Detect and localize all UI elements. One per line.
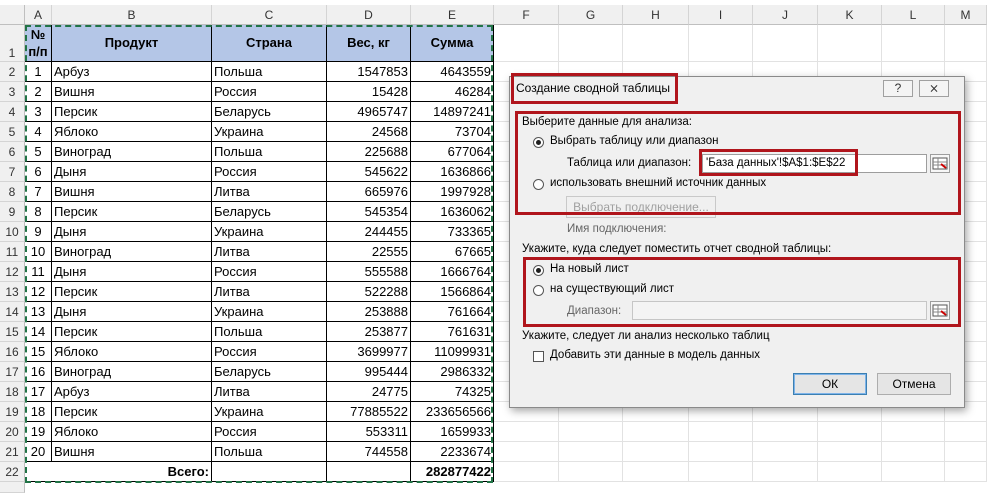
weight-cell[interactable]: 22555 bbox=[327, 242, 411, 262]
row-header[interactable]: 18 bbox=[0, 382, 25, 402]
row-number-cell[interactable]: 14 bbox=[25, 322, 52, 342]
empty-cell[interactable] bbox=[753, 422, 818, 442]
empty-cell[interactable] bbox=[689, 442, 753, 462]
cancel-button[interactable]: Отмена bbox=[877, 373, 951, 395]
sum-cell[interactable]: 677064 bbox=[411, 142, 494, 162]
sum-cell[interactable]: 1636866 bbox=[411, 162, 494, 182]
location-input[interactable] bbox=[632, 301, 927, 320]
sum-cell[interactable]: 1636062 bbox=[411, 202, 494, 222]
row-header[interactable]: 10 bbox=[0, 222, 25, 242]
row-number-cell[interactable]: 16 bbox=[25, 362, 52, 382]
product-cell[interactable]: Яблоко bbox=[52, 342, 212, 362]
country-cell[interactable]: Россия bbox=[212, 422, 327, 442]
country-cell[interactable]: Россия bbox=[212, 342, 327, 362]
existing-sheet-label[interactable]: на существующий лист bbox=[550, 283, 675, 295]
add-to-data-model-checkbox[interactable] bbox=[533, 351, 544, 362]
column-header[interactable]: H bbox=[623, 5, 689, 25]
total-label-cell[interactable]: Всего: bbox=[25, 462, 212, 482]
row-header[interactable]: 2 bbox=[0, 62, 25, 82]
product-cell[interactable]: Персик bbox=[52, 282, 212, 302]
total-weight-cell[interactable] bbox=[327, 462, 411, 482]
new-sheet-radio[interactable] bbox=[533, 265, 544, 276]
row-number-cell[interactable]: 13 bbox=[25, 302, 52, 322]
header-weight-cell[interactable]: Вес, кг bbox=[327, 25, 411, 62]
column-header[interactable]: E bbox=[411, 5, 494, 25]
location-collapse-button[interactable] bbox=[930, 301, 950, 320]
weight-cell[interactable]: 253888 bbox=[327, 302, 411, 322]
header-country-cell[interactable]: Страна bbox=[212, 25, 327, 62]
empty-cell[interactable] bbox=[494, 462, 559, 482]
sum-cell[interactable]: 733365 bbox=[411, 222, 494, 242]
range-picker-icon bbox=[931, 155, 949, 172]
empty-cell[interactable] bbox=[945, 442, 987, 462]
row-header[interactable]: 7 bbox=[0, 162, 25, 182]
sum-cell[interactable]: 4643559 bbox=[411, 62, 494, 82]
country-cell[interactable]: Литва bbox=[212, 242, 327, 262]
empty-cell[interactable] bbox=[882, 442, 945, 462]
country-cell[interactable]: Россия bbox=[212, 162, 327, 182]
column-header[interactable]: G bbox=[559, 5, 623, 25]
country-cell[interactable]: Беларусь bbox=[212, 102, 327, 122]
product-cell[interactable]: Дыня bbox=[52, 302, 212, 322]
product-cell[interactable]: Персик bbox=[52, 402, 212, 422]
range-collapse-button[interactable] bbox=[930, 154, 950, 173]
sum-cell[interactable]: 1997928 bbox=[411, 182, 494, 202]
row-number-cell[interactable]: 12 bbox=[25, 282, 52, 302]
country-cell[interactable]: Украина bbox=[212, 402, 327, 422]
country-cell[interactable]: Польша bbox=[212, 442, 327, 462]
row-header[interactable]: 8 bbox=[0, 182, 25, 202]
row-header[interactable]: 14 bbox=[0, 302, 25, 322]
empty-cell[interactable] bbox=[818, 422, 882, 442]
country-cell[interactable]: Беларусь bbox=[212, 362, 327, 382]
empty-cell[interactable] bbox=[882, 25, 945, 62]
weight-cell[interactable]: 24568 bbox=[327, 122, 411, 142]
row-header[interactable]: 1 bbox=[0, 25, 25, 62]
sum-cell[interactable]: 46284 bbox=[411, 82, 494, 102]
column-header[interactable]: K bbox=[818, 5, 882, 25]
connection-name-label: Имя подключения: bbox=[567, 223, 667, 235]
select-all-corner[interactable] bbox=[0, 5, 25, 25]
empty-cell[interactable] bbox=[623, 462, 689, 482]
add-to-data-model-label[interactable]: Добавить эти данные в модель данных bbox=[550, 349, 760, 361]
row-header[interactable]: 5 bbox=[0, 122, 25, 142]
row-number-cell[interactable]: 6 bbox=[25, 162, 52, 182]
country-cell[interactable]: Литва bbox=[212, 382, 327, 402]
row-number-cell[interactable]: 15 bbox=[25, 342, 52, 362]
product-cell[interactable]: Яблоко bbox=[52, 422, 212, 442]
row-header[interactable]: 15 bbox=[0, 322, 25, 342]
section-select-data-label: Выберите данные для анализа: bbox=[522, 116, 692, 128]
product-cell[interactable]: Арбуз bbox=[52, 62, 212, 82]
weight-cell[interactable]: 553311 bbox=[327, 422, 411, 442]
empty-cell[interactable] bbox=[818, 25, 882, 62]
empty-cell[interactable] bbox=[689, 462, 753, 482]
sum-cell[interactable]: 14897241 bbox=[411, 102, 494, 122]
sum-cell[interactable]: 67665 bbox=[411, 242, 494, 262]
product-cell[interactable]: Дыня bbox=[52, 162, 212, 182]
column-header[interactable]: A bbox=[25, 5, 52, 25]
country-cell[interactable]: Украина bbox=[212, 222, 327, 242]
sum-cell[interactable]: 1666764 bbox=[411, 262, 494, 282]
weight-cell[interactable]: 244455 bbox=[327, 222, 411, 242]
empty-cell[interactable] bbox=[945, 422, 987, 442]
row-number-cell[interactable]: 18 bbox=[25, 402, 52, 422]
product-cell[interactable]: Виноград bbox=[52, 362, 212, 382]
weight-cell[interactable]: 4965747 bbox=[327, 102, 411, 122]
product-cell[interactable]: Персик bbox=[52, 322, 212, 342]
sum-cell[interactable]: 761631 bbox=[411, 322, 494, 342]
empty-cell[interactable] bbox=[945, 25, 987, 62]
range-input[interactable]: 'База данных'!$A$1:$E$22 bbox=[702, 154, 927, 173]
row-header[interactable]: 21 bbox=[0, 442, 25, 462]
product-cell[interactable]: Дыня bbox=[52, 262, 212, 282]
column-header[interactable]: C bbox=[212, 5, 327, 25]
row-header[interactable] bbox=[0, 482, 25, 493]
empty-cell[interactable] bbox=[559, 442, 623, 462]
external-source-label[interactable]: использовать внешний источник данных bbox=[550, 177, 767, 189]
create-pivot-table-dialog bbox=[509, 76, 965, 408]
weight-cell[interactable]: 77885522 bbox=[327, 402, 411, 422]
row-number-cell[interactable]: 4 bbox=[25, 122, 52, 142]
empty-cell[interactable] bbox=[559, 462, 623, 482]
weight-cell[interactable]: 545354 bbox=[327, 202, 411, 222]
product-cell[interactable]: Арбуз bbox=[52, 382, 212, 402]
empty-cell[interactable] bbox=[623, 422, 689, 442]
sum-cell[interactable]: 2986332 bbox=[411, 362, 494, 382]
product-cell[interactable]: Персик bbox=[52, 102, 212, 122]
row-number-cell[interactable]: 20 bbox=[25, 442, 52, 462]
select-range-label[interactable]: Выбрать таблицу или диапазон bbox=[550, 135, 719, 147]
sum-cell[interactable]: 1566864 bbox=[411, 282, 494, 302]
product-cell[interactable]: Виноград bbox=[52, 242, 212, 262]
sum-cell[interactable]: 73704 bbox=[411, 122, 494, 142]
weight-cell[interactable]: 995444 bbox=[327, 362, 411, 382]
help-button[interactable]: ? bbox=[883, 80, 913, 97]
new-sheet-label[interactable]: На новый лист bbox=[550, 263, 629, 275]
empty-cell[interactable] bbox=[753, 25, 818, 62]
row-header[interactable]: 12 bbox=[0, 262, 25, 282]
row-header[interactable]: 6 bbox=[0, 142, 25, 162]
header-num-cell[interactable] bbox=[25, 25, 52, 62]
row-number-cell[interactable]: 11 bbox=[25, 262, 52, 282]
empty-cell[interactable] bbox=[623, 25, 689, 62]
country-cell[interactable]: Беларусь bbox=[212, 202, 327, 222]
weight-cell[interactable]: 665976 bbox=[327, 182, 411, 202]
empty-cell[interactable] bbox=[818, 462, 882, 482]
weight-cell[interactable]: 225688 bbox=[327, 142, 411, 162]
row-number-cell[interactable]: 17 bbox=[25, 382, 52, 402]
weight-cell[interactable]: 3699977 bbox=[327, 342, 411, 362]
sum-cell[interactable]: 2233674 bbox=[411, 442, 494, 462]
empty-cell[interactable] bbox=[882, 422, 945, 442]
range-field-label: Таблица или диапазон: bbox=[567, 157, 692, 169]
section-multiple-tables-label: Укажите, следует ли анализ несколько таблиц bbox=[522, 330, 770, 342]
weight-cell[interactable]: 555588 bbox=[327, 262, 411, 282]
country-cell[interactable]: Украина bbox=[212, 122, 327, 142]
empty-cell[interactable] bbox=[818, 442, 882, 462]
header-num-line2: п/п bbox=[28, 44, 48, 59]
row-header[interactable]: 19 bbox=[0, 402, 25, 422]
choose-connection-button[interactable]: Выбрать подключение... bbox=[566, 196, 716, 218]
empty-cell[interactable] bbox=[559, 422, 623, 442]
row-header[interactable]: 13 bbox=[0, 282, 25, 302]
row-number-cell[interactable]: 19 bbox=[25, 422, 52, 442]
empty-cell[interactable] bbox=[494, 442, 559, 462]
empty-cell[interactable] bbox=[753, 442, 818, 462]
sum-cell[interactable]: 233656566 bbox=[411, 402, 494, 422]
empty-cell[interactable] bbox=[689, 25, 753, 62]
select-range-radio[interactable] bbox=[533, 137, 544, 148]
header-product-cell[interactable]: Продукт bbox=[52, 25, 212, 62]
country-cell[interactable]: Россия bbox=[212, 262, 327, 282]
weight-cell[interactable]: 545622 bbox=[327, 162, 411, 182]
country-cell[interactable]: Литва bbox=[212, 282, 327, 302]
empty-cell[interactable] bbox=[494, 25, 559, 62]
column-header[interactable]: M bbox=[945, 5, 987, 25]
row-header[interactable]: 17 bbox=[0, 362, 25, 382]
column-header[interactable]: F bbox=[494, 5, 559, 25]
product-cell[interactable]: Персик bbox=[52, 202, 212, 222]
weight-cell[interactable]: 744558 bbox=[327, 442, 411, 462]
external-source-radio[interactable] bbox=[533, 179, 544, 190]
column-header[interactable]: D bbox=[327, 5, 411, 25]
range-picker-icon bbox=[931, 302, 949, 319]
row-header[interactable]: 4 bbox=[0, 102, 25, 122]
country-cell[interactable]: Украина bbox=[212, 302, 327, 322]
country-cell[interactable]: Польша bbox=[212, 62, 327, 82]
total-value-cell[interactable]: 282877422 bbox=[411, 462, 494, 482]
empty-cell[interactable] bbox=[623, 442, 689, 462]
product-cell[interactable]: Виноград bbox=[52, 142, 212, 162]
weight-cell[interactable]: 24775 bbox=[327, 382, 411, 402]
row-number-cell[interactable]: 1 bbox=[25, 62, 52, 82]
column-header[interactable]: L bbox=[882, 5, 945, 25]
row-header[interactable]: 22 bbox=[0, 462, 25, 482]
weight-cell[interactable]: 522288 bbox=[327, 282, 411, 302]
weight-cell[interactable]: 15428 bbox=[327, 82, 411, 102]
row-number-cell[interactable]: 8 bbox=[25, 202, 52, 222]
empty-cell[interactable] bbox=[882, 462, 945, 482]
header-num-line1: № bbox=[30, 27, 46, 42]
product-cell[interactable]: Вишня bbox=[52, 442, 212, 462]
empty-cell[interactable] bbox=[559, 25, 623, 62]
sum-cell[interactable]: 11099931 bbox=[411, 342, 494, 362]
empty-cell[interactable] bbox=[689, 422, 753, 442]
empty-cell[interactable] bbox=[945, 462, 987, 482]
dialog-title: Создание сводной таблицы bbox=[516, 81, 671, 95]
country-cell[interactable]: Польша bbox=[212, 142, 327, 162]
sum-cell[interactable]: 74325 bbox=[411, 382, 494, 402]
row-number-cell[interactable]: 9 bbox=[25, 222, 52, 242]
product-cell[interactable]: Вишня bbox=[52, 82, 212, 102]
column-header[interactable]: J bbox=[753, 5, 818, 25]
location-field-label: Диапазон: bbox=[567, 305, 622, 317]
sum-cell[interactable]: 1659933 bbox=[411, 422, 494, 442]
row-number-cell[interactable]: 5 bbox=[25, 142, 52, 162]
empty-cell[interactable] bbox=[753, 462, 818, 482]
row-header[interactable]: 9 bbox=[0, 202, 25, 222]
ok-button[interactable]: ОК bbox=[793, 373, 867, 395]
weight-cell[interactable]: 253877 bbox=[327, 322, 411, 342]
row-number-cell[interactable]: 2 bbox=[25, 82, 52, 102]
row-number-cell[interactable]: 3 bbox=[25, 102, 52, 122]
product-cell[interactable]: Вишня bbox=[52, 182, 212, 202]
country-cell[interactable]: Россия bbox=[212, 82, 327, 102]
product-cell[interactable]: Дыня bbox=[52, 222, 212, 242]
column-header[interactable]: I bbox=[689, 5, 753, 25]
row-number-cell[interactable]: 7 bbox=[25, 182, 52, 202]
country-cell[interactable]: Польша bbox=[212, 322, 327, 342]
country-cell[interactable]: Литва bbox=[212, 182, 327, 202]
existing-sheet-radio[interactable] bbox=[533, 285, 544, 296]
row-header[interactable]: 16 bbox=[0, 342, 25, 362]
section-placement-label: Укажите, куда следует поместить отчет сводной таблицы: bbox=[522, 243, 832, 255]
row-header[interactable]: 20 bbox=[0, 422, 25, 442]
close-button[interactable]: ⨯ bbox=[919, 80, 949, 97]
header-sum-cell[interactable]: Сумма bbox=[411, 25, 494, 62]
row-header[interactable]: 3 bbox=[0, 82, 25, 102]
row-header[interactable]: 11 bbox=[0, 242, 25, 262]
sum-cell[interactable]: 761664 bbox=[411, 302, 494, 322]
column-header[interactable]: B bbox=[52, 5, 212, 25]
product-cell[interactable]: Яблоко bbox=[52, 122, 212, 142]
total-country-cell[interactable] bbox=[212, 462, 327, 482]
empty-cell[interactable] bbox=[494, 422, 559, 442]
row-number-cell[interactable]: 10 bbox=[25, 242, 52, 262]
weight-cell[interactable]: 1547853 bbox=[327, 62, 411, 82]
